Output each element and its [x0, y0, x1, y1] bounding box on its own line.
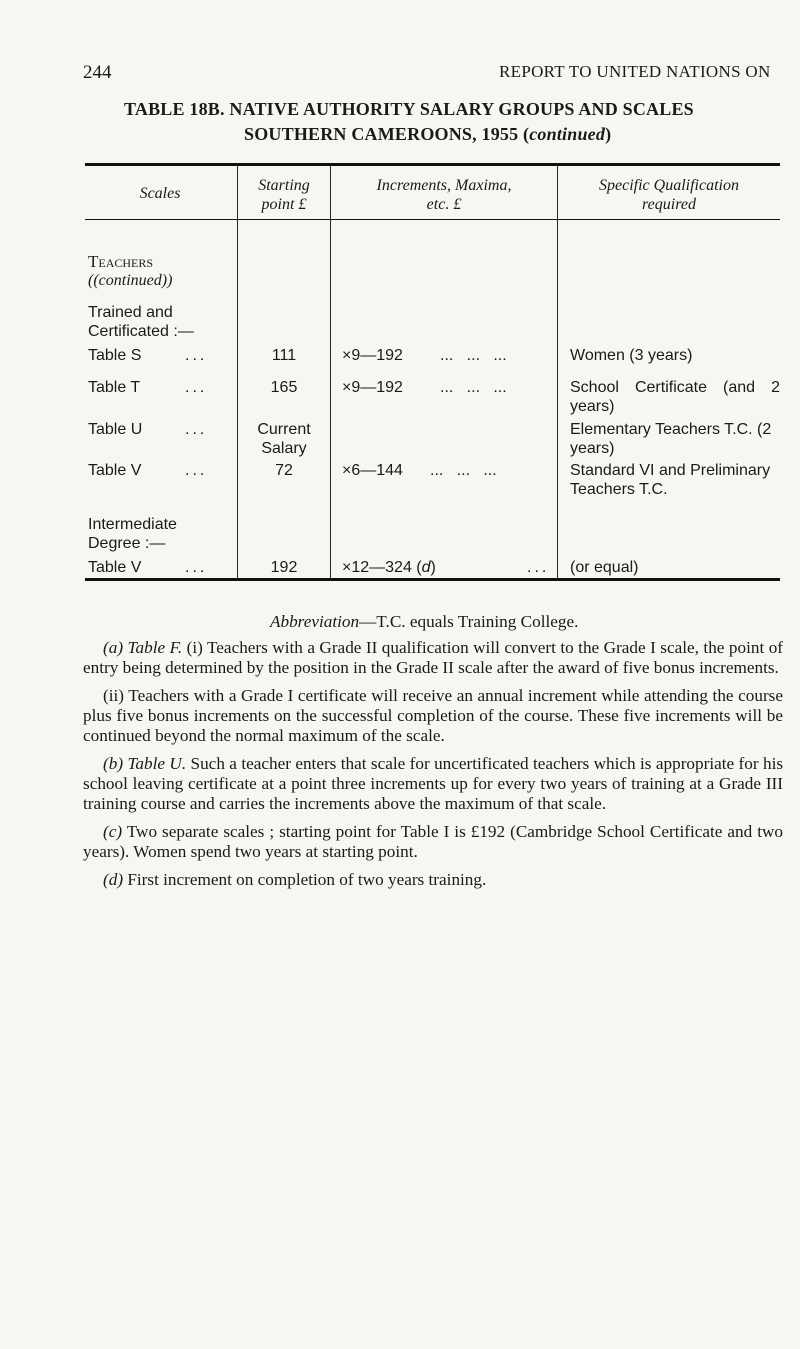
col-header-scales: Scales	[139, 185, 181, 202]
leader-dots: ...	[185, 559, 208, 576]
subsection-trained: Trained and Certificated :—	[88, 304, 194, 340]
table-row-increment: ×9—192	[342, 347, 403, 364]
table-row-qualification: Women (3 years)	[570, 347, 693, 364]
footnote-c: (c) Two separate scales ; starting point for Table I is £192 (Cambridge School Certificate and two years). Women spend two years at starting point.	[83, 822, 783, 861]
footnote-b: (b) Table U. Such a teacher enters that scale for uncertificated teachers which is appropriate for his school leaving certificate at a point three increments up for every two years of training at a Grade III training course and carries the increments above the maximum of that scale.	[83, 754, 784, 813]
column-divider	[557, 166, 558, 578]
table-top-rule	[85, 163, 780, 166]
table-row-start: 72	[275, 462, 293, 479]
table-row-increment: ×6—144	[342, 462, 403, 479]
footnote-a-ii: (ii) Teachers with a Grade I certificate will receive an annual increment while attending the course plus five bonus increments on the successful completion of the course. These five increments will be continued beyond the normal maximum of the scale.	[83, 686, 783, 745]
col-header-qualification: Specific Qualification required	[599, 177, 739, 213]
table-row-start: 165	[270, 379, 298, 396]
header-rule	[85, 219, 780, 220]
running-head: REPORT TO UNITED NATIONS ON	[499, 62, 771, 81]
leader-dots: ...	[527, 559, 550, 576]
footnote-a: (a) Table F. (i) Teachers with a Grade II qualification will convert to the Grade I scale, the point of entry being determined by the position in the Grade II scale after the award of five bonus increments.	[83, 638, 784, 677]
table-row-scale: Table U	[88, 421, 143, 438]
abbreviation-note: Abbreviation—T.C. equals Training College.	[270, 612, 579, 631]
footnote-d: (d) First increment on completion of two years training.	[103, 870, 487, 889]
table-row-scale: Table V	[88, 462, 142, 479]
leader-dots: ... ... ...	[430, 462, 497, 479]
leader-dots: ... ... ...	[440, 379, 507, 396]
leader-dots: ...	[185, 462, 208, 479]
page-number: 244	[83, 62, 112, 83]
table-row-start: 111	[271, 347, 297, 364]
leader-dots: ... ... ...	[440, 347, 507, 364]
section-teachers: Teachers	[88, 252, 154, 271]
section-continued: ((continued))	[88, 272, 173, 289]
column-divider	[237, 166, 238, 578]
table-row-qualification: School Certificate (and 2 years)	[570, 379, 780, 415]
table-row-scale: Table V	[88, 559, 142, 576]
table-row-qualification: Standard VI and Preliminary Teachers T.C.	[570, 462, 771, 498]
table-row-start: Current Salary	[257, 421, 311, 457]
col-header-starting-point: Starting point £	[258, 177, 310, 213]
table-row-scale: Table S	[88, 347, 142, 364]
leader-dots: ...	[185, 347, 208, 364]
table-row-start: 192	[270, 559, 298, 576]
leader-dots: ...	[185, 421, 208, 438]
table-subtitle: SOUTHERN CAMEROONS, 1955 (continued)	[244, 124, 612, 144]
table-bottom-rule	[85, 578, 780, 581]
subsection-intermediate: Intermediate Degree :—	[88, 516, 177, 552]
table-row-increment: ×9—192	[342, 379, 403, 396]
col-header-increments: Increments, Maxima, etc. £	[376, 177, 512, 213]
leader-dots: ...	[185, 379, 208, 396]
table-row-increment: ×12—324 (d)	[342, 559, 436, 576]
table-title: TABLE 18B. NATIVE AUTHORITY SALARY GROUPS AND SCALES	[124, 99, 694, 119]
table-row-scale: Table T	[88, 379, 141, 396]
footnotes	[83, 638, 783, 898]
table-row-qualification: Elementary Teachers T.C. (2 years)	[570, 421, 772, 457]
column-divider	[330, 166, 331, 578]
table-row-qualification: (or equal)	[570, 559, 639, 576]
